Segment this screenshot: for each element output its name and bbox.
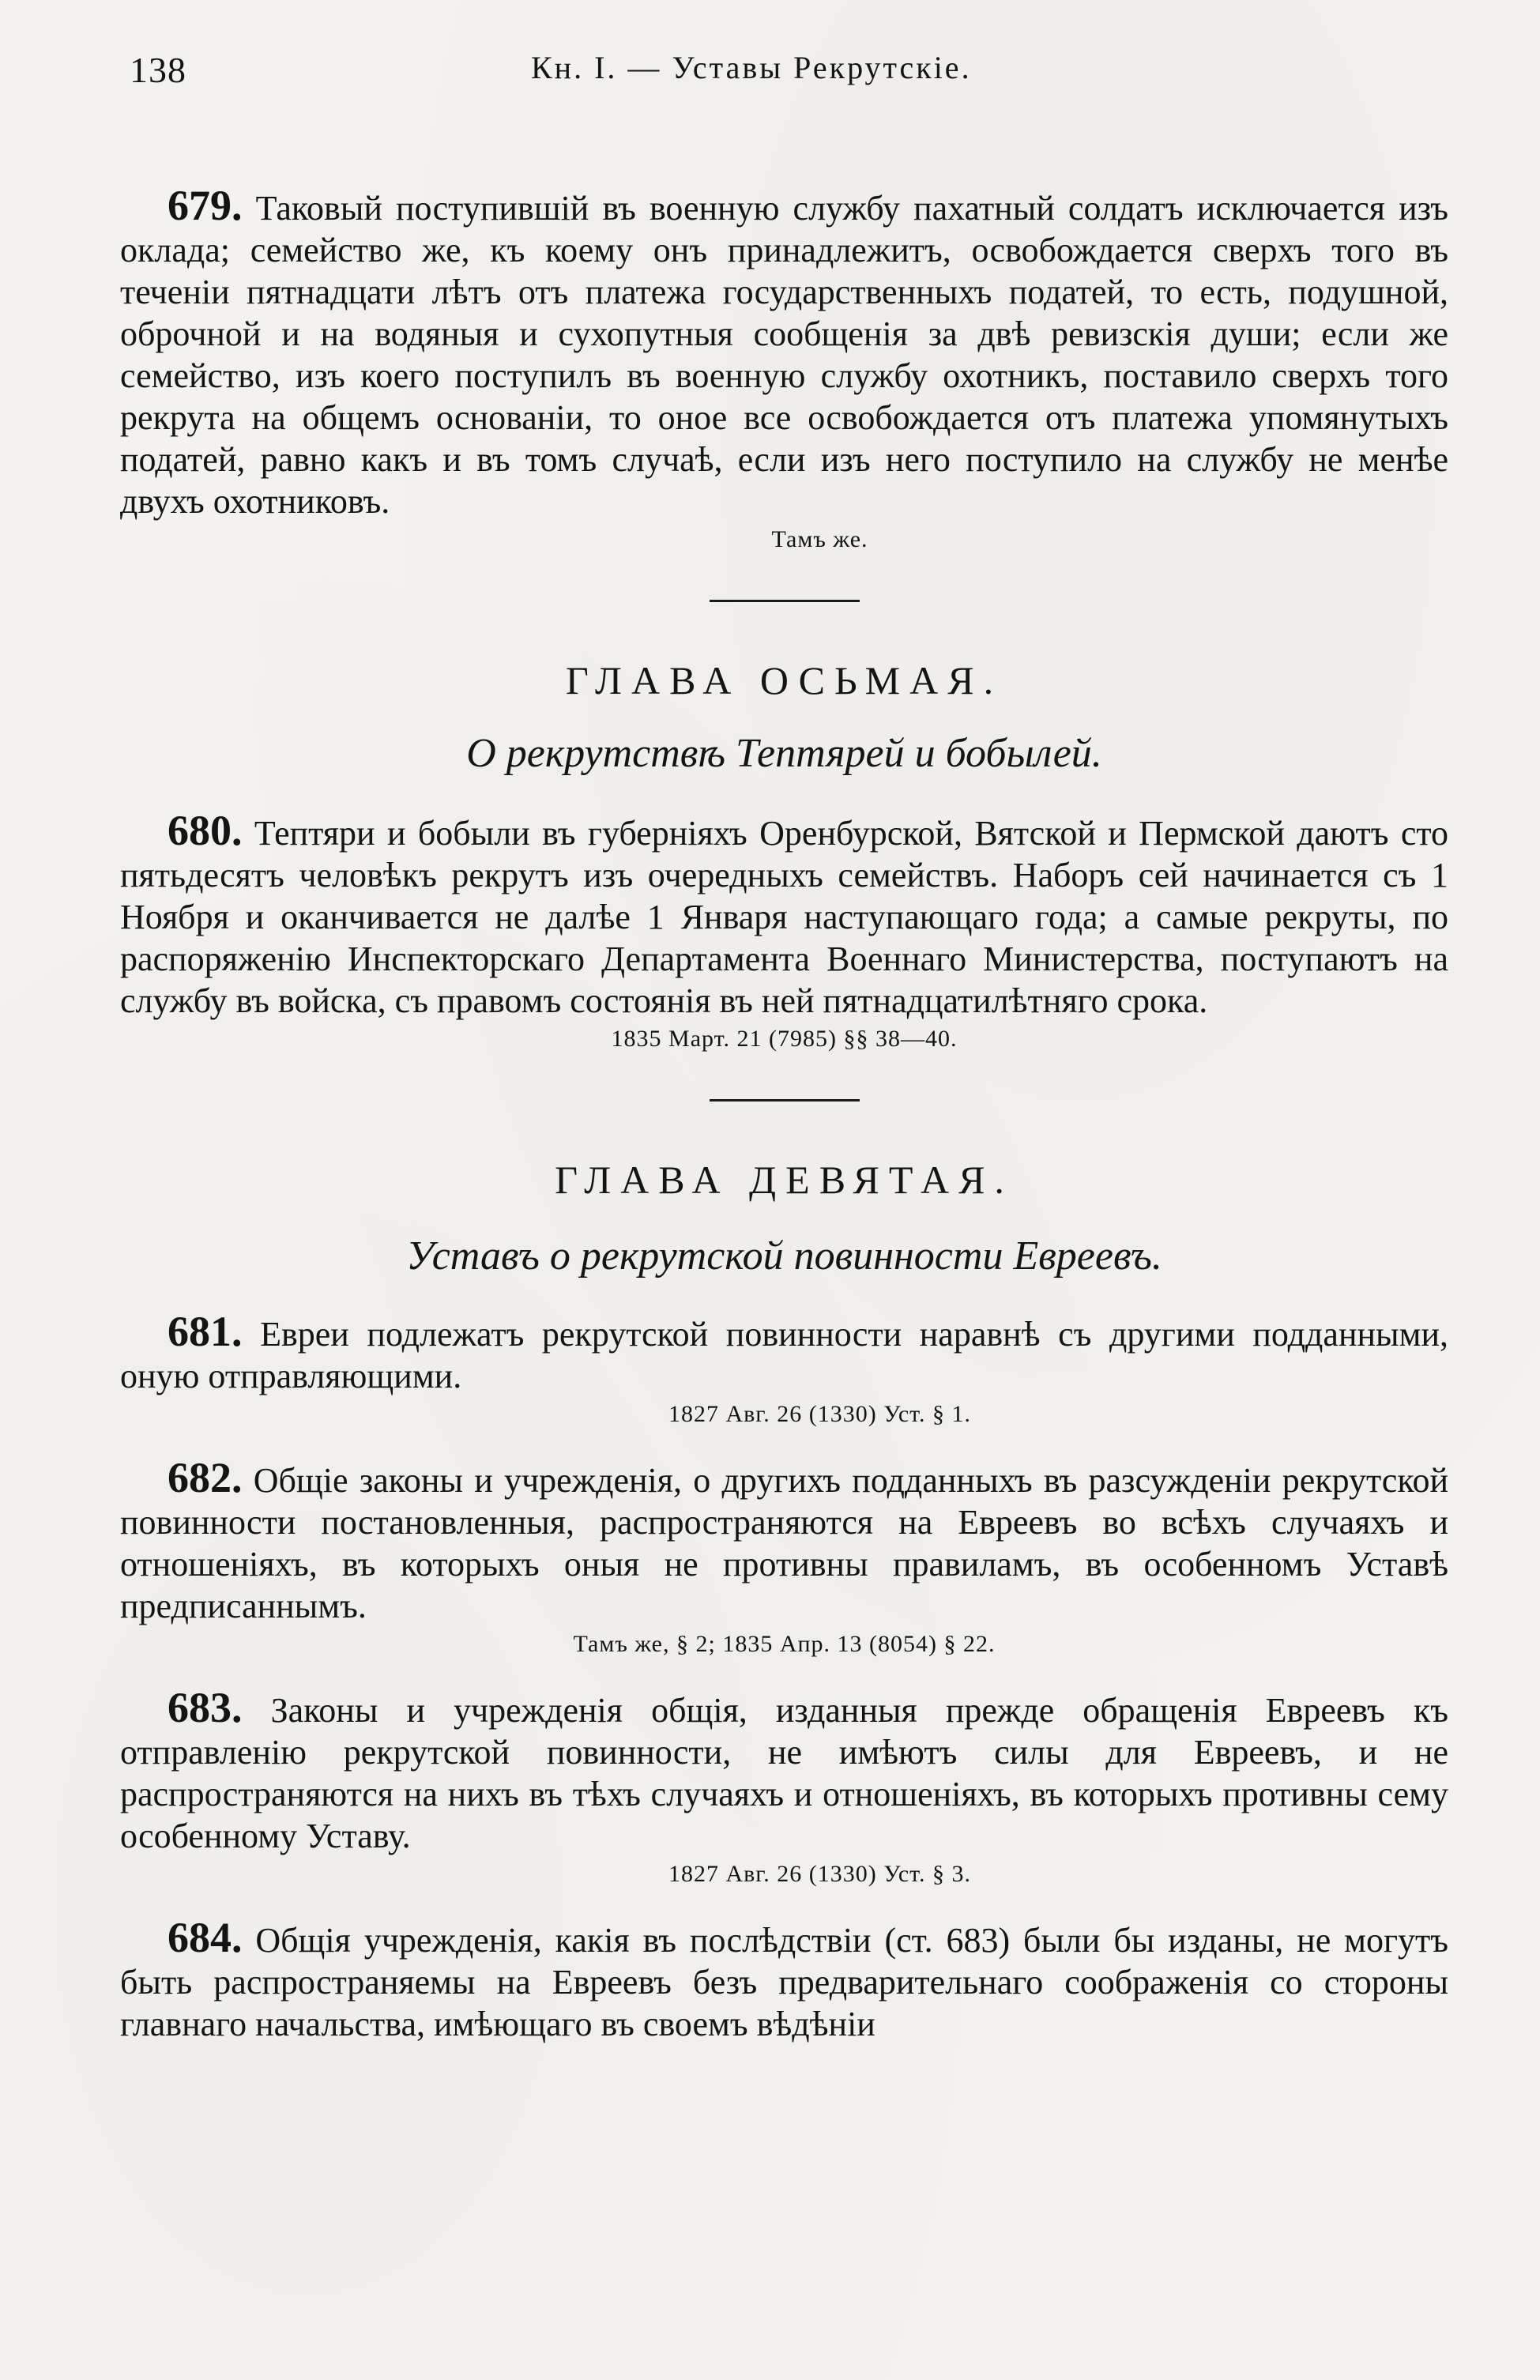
article-text: Евреи подлежатъ рекрутской повинности наравнѣ съ другими подданными, оную отправляющими. (120, 1315, 1448, 1395)
article-679 (120, 182, 1449, 555)
article-682-body (120, 1454, 1449, 1627)
chapter-9 (120, 1157, 1448, 1279)
article-681-body (120, 1308, 1448, 1397)
article-text: Законы и учрежденія общія, изданныя прежде обращенія Евреевъ къ отправленію рекрутской повинности, не имѣютъ силы для Евреевъ, и не распространяются на нихъ въ тѣхъ случаяхъ и отношеніяхъ, въ которыхъ противны сему особенному Уставу. (120, 1691, 1449, 1855)
article-682 (120, 1454, 1449, 1660)
article-text: Общія учрежденія, какія въ послѣдствіи (ст. 683) были бы изданы, не могутъ быть распространяемы на Евреевъ безъ предварительнаго соображенія со стороны главнаго начальства, имѣющаго въ своемъ вѣдѣніи (120, 1921, 1449, 2043)
article-source: Тамъ же, § 2; 1835 Апр. 13 (8054) § 22. (573, 1631, 996, 1657)
article-source: 1835 Март. 21 (7985) §§ 38—40. (611, 1026, 958, 1052)
article-number: 680. (168, 807, 243, 854)
article-source: 1827 Авг. 26 (1330) Уст. § 1. (668, 1401, 972, 1427)
article-number: 679. (168, 182, 243, 229)
article-source: Тамъ же. (771, 526, 868, 552)
article-text: Таковый поступившій въ военную службу пахатный солдатъ исключается изъ оклада; семейство же, къ коему онъ принадлежитъ, освобождается сверхъ того въ теченіи пятнадцати лѣтъ отъ платежа государственныхъ податей, то есть, подушной, оброчной и на водяныя и сухопутныя сообщенія за двѣ ревизскія души; если же семейство, изъ коего поступилъ въ военную службу охотникъ, поставило сверхъ того рекрута на общемъ основаніи, то оное все освобождается отъ платежа упомянутыхъ податей, равно какъ и въ томъ случаѣ, если изъ него поступило на службу не менѣе двухъ охотниковъ. (120, 189, 1449, 521)
article-681 (120, 1308, 1448, 1430)
article-684-body (120, 1914, 1449, 2045)
article-684 (120, 1914, 1449, 2045)
page-number: 138 (130, 50, 186, 90)
page-header (120, 49, 1448, 96)
article-683-body (120, 1684, 1449, 1857)
chapter-heading: ГЛАВА ОСЬМАЯ. (565, 658, 1003, 702)
section-divider (710, 600, 860, 602)
article-679-body (120, 182, 1449, 522)
chapter-subtitle: Уставъ о рекрутской повинности Евреевъ. (406, 1233, 1162, 1278)
article-680 (120, 807, 1448, 1055)
article-text: Общіе законы и учрежденія, о другихъ подданныхъ въ разсужденіи рекрутской повинности постановленныя, распространяются на Евреевъ во всѣхъ случаяхъ и отношеніяхъ, въ которыхъ оныя не противны правиламъ, въ особенномъ Уставѣ предписаннымъ. (120, 1461, 1449, 1625)
article-text: Тептяри и бобыли въ губерніяхъ Оренбурской, Вятской и Пермской даютъ сто пятьдесятъ человѣкъ рекрутъ изъ очередныхъ семействъ. Наборъ сей начинается съ 1 Ноября и оканчивается не далѣе 1 Января наступающаго года; а самые рекруты, по распоряженію Инспекторскаго Департамента Военнаго Министерства, поступаютъ на службу въ войска, съ правомъ состоянія въ ней пятнадцатилѣтняго срока. (120, 814, 1448, 1020)
article-source: 1827 Авг. 26 (1330) Уст. § 3. (668, 1861, 972, 1887)
section-divider (710, 1099, 860, 1102)
article-number: 681. (168, 1308, 243, 1355)
running-title: Кн. I. — Уставы Рекрутскіе. (531, 50, 972, 85)
article-number: 683. (168, 1684, 243, 1731)
chapter-heading: ГЛАВА ДЕВЯТАЯ. (555, 1158, 1014, 1202)
article-683 (120, 1684, 1449, 1890)
chapter-8 (120, 657, 1448, 777)
article-680-body (120, 807, 1448, 1022)
article-number: 682. (168, 1454, 243, 1501)
chapter-subtitle: О рекрутствѣ Тептярей и бобылей. (466, 731, 1102, 776)
article-number: 684. (168, 1914, 243, 1961)
